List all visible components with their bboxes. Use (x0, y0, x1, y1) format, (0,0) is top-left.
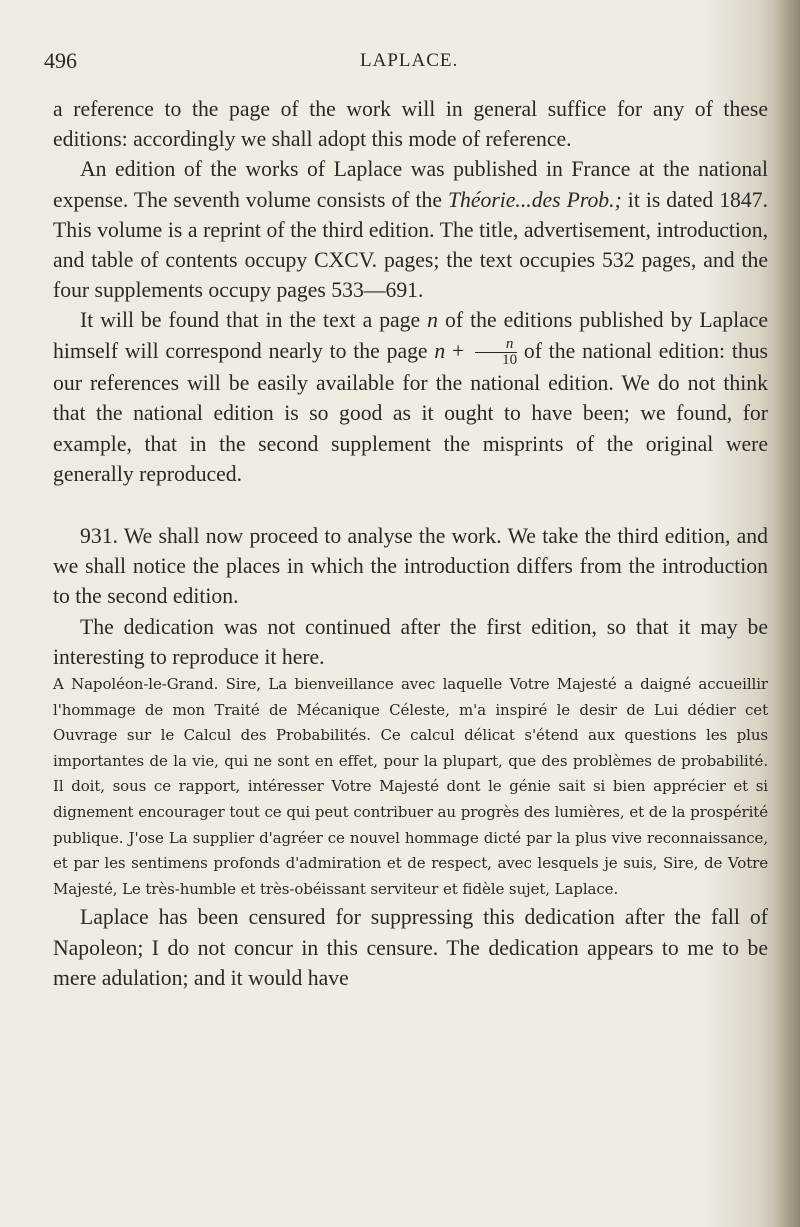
paragraph-text: it is dated 1847. This volume is a reprint of the third edition. The title, advertisement, introduction, and table of contents occupy CXCV. pages; the text occupies 532 pages, and the four supplements occupy pages 533—691. (53, 187, 768, 303)
page-header (0, 48, 800, 78)
paragraph-page-correspondence (53, 305, 768, 489)
page-body (53, 94, 768, 993)
book-title: Théorie...des Prob.; (447, 187, 622, 212)
paragraph-continuation: a reference to the page of the work will in general suffice for any of these editions: accordingly we shall adopt this mode of reference. (53, 97, 768, 152)
paragraph-dedication-intro: The dedication was not continued after the first edition, so that it may be interesting to reproduce it here. (53, 614, 768, 669)
page-number: 496 (44, 48, 77, 73)
math-variable: n (434, 338, 446, 363)
running-head: LAPLACE. (360, 50, 459, 71)
paragraph-text: of the editions published by Laplace himself will correspond nearly to the page (53, 308, 768, 363)
fraction-denominator: 10 (502, 352, 518, 369)
page-edge-shadow (774, 0, 800, 1227)
fraction-numerator: n (475, 337, 517, 353)
math-variable: n (427, 308, 439, 333)
paragraph-censure: Laplace has been censured for suppressing this dedication after the fall of Napoleon; I do not concur in this censure. The dedication appears to me to be mere adulation; and it would have (53, 905, 768, 990)
paragraph-text: It will be found that in the text a page (80, 308, 428, 333)
math-fraction (475, 337, 517, 368)
paragraph-text: of the national edition: thus our references will be easily available for the national edition. We do not think that the national edition is so good as it ought to have been; we found, for example, that in the second supplement the misprints of the original were generally reproduced. (53, 338, 768, 486)
paragraph-national-edition (53, 154, 768, 305)
paragraph-text: An edition of the works of Laplace was published in France at the national expense. The seventh volume consists of the (53, 157, 768, 212)
math-operator: + (445, 338, 472, 363)
paragraph-section-931: 931. We shall now proceed to analyse the work. We take the third edition, and we shall notice the places in which the introduction differs from the introduction to the second edition. (53, 523, 768, 609)
dedication-quote: A Napoléon-le-Grand. Sire, La bienveillance avec laquelle Votre Majesté a daigné accueillir l'hommage de mon Traité de Mécanique Céleste, m'a inspiré le desir de Lui dédier cet Ouvrage sur le Calcul des Probabilités. Ce calcul délicat s'étend aux questions les plus importantes de la vie, qui ne sont en effet, pour la plupart, que des problèmes de probabilité. Il doit, sous ce rapport, intéresser Votre Majesté dont le génie sait si bien apprécier et si dignement encourager tout ce qui peut contribuer au progrès des lumières, et de la prospérité publique. J'ose La supplier d'agréer ce nouvel hommage dicté par la plus vive reconnaissance, et par les sentimens profonds d'admiration et de respect, avec lesquels je suis, Sire, de Votre Majesté, Le très-humble et très-obéissant serviteur et fidèle sujet, Laplace. (53, 674, 768, 898)
section-gap (53, 489, 768, 521)
